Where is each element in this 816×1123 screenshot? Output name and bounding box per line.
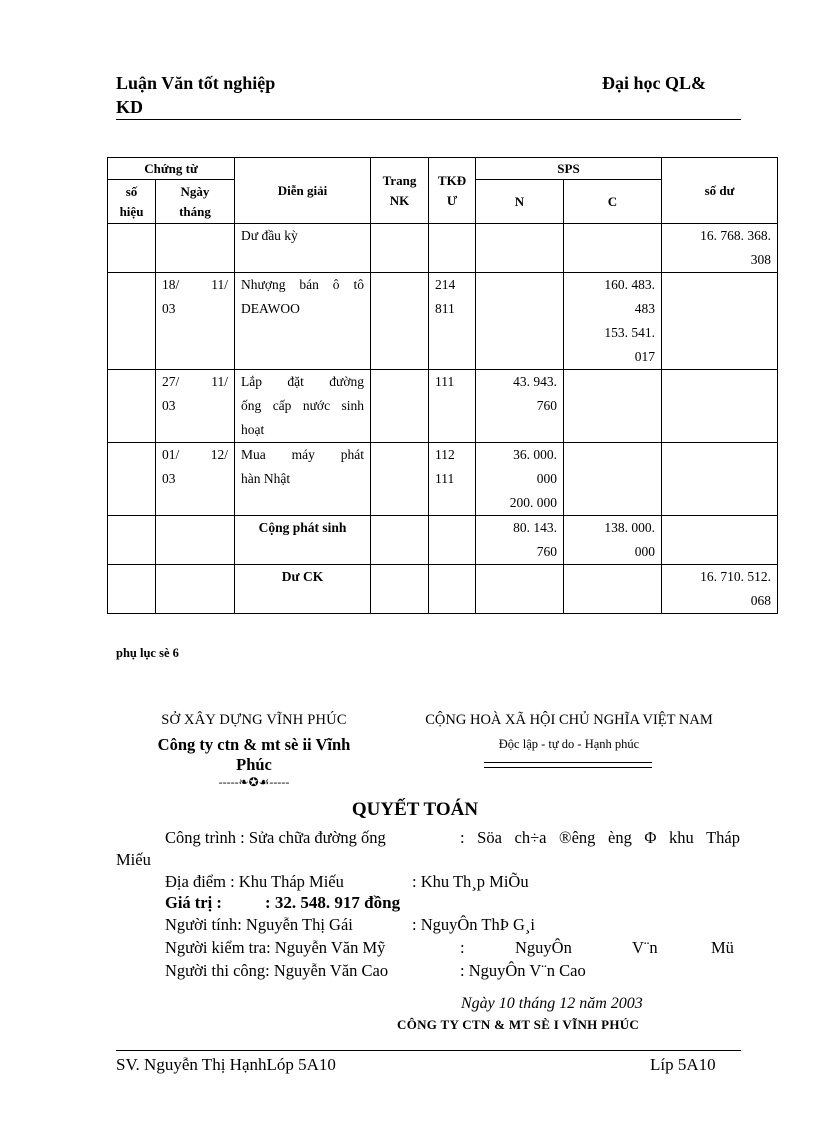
- cell-so-hieu: [108, 516, 156, 565]
- cell-sps-n: [476, 224, 564, 273]
- footer-right: Líp 5A10: [650, 1055, 716, 1074]
- cell-dien-giai: Mua máy phát hàn Nhật: [235, 443, 371, 516]
- cell-tkdu: [429, 224, 476, 273]
- header-title-right: Đại học QL&: [602, 73, 707, 93]
- cell-trang-nk: [371, 443, 429, 516]
- project-label: Công trình : Sửa chữa đường ống: [165, 828, 386, 847]
- settlement-date: Ngày 10 tháng 12 năm 2003: [461, 995, 643, 1012]
- cell-trang-nk: [371, 516, 429, 565]
- inspector-value-3: Mü: [711, 938, 734, 957]
- cell-dien-giai: Cộng phát sinh: [235, 516, 371, 565]
- cell-sps-c: 138. 000. 000: [564, 516, 662, 565]
- header-title-left: Luận Văn tốt nghiệp: [116, 73, 276, 93]
- table-header-row: [108, 158, 778, 180]
- header-tkdu: TKĐ Ư: [429, 158, 476, 224]
- cell-trang-nk: [371, 370, 429, 443]
- cell-so-du: [662, 443, 778, 516]
- location-label: Địa điểm : Khu Tháp Miếu: [165, 872, 344, 891]
- header-n: N: [476, 180, 564, 224]
- cell-sps-c: 160. 483. 483 153. 541. 017: [564, 273, 662, 370]
- cell-so-hieu: [108, 370, 156, 443]
- inspector-label: Người kiểm tra: Nguyễn Văn Mỹ: [165, 938, 386, 957]
- table-row: [108, 443, 778, 516]
- signer-company: CÔNG TY CTN & MT SÈ I VĨNH PHÚC: [397, 1017, 640, 1032]
- cell-so-du: [662, 273, 778, 370]
- cell-dien-giai: Dư CK: [235, 565, 371, 614]
- cell-sps-n: 43. 943. 760: [476, 370, 564, 443]
- header-c: C: [564, 180, 662, 224]
- cell-dien-giai: Nhượng bán ô tô DEAWOO: [235, 273, 371, 370]
- cell-sps-c: [564, 443, 662, 516]
- cell-tkdu: 111: [429, 370, 476, 443]
- project-value-cont: Miếu: [116, 850, 151, 869]
- settlement-title: QUYẾT TOÁN: [351, 799, 479, 820]
- cell-ngay-thang: 27/ 11/ 03: [156, 370, 235, 443]
- inspector-colon: :: [460, 938, 465, 957]
- table-row: [108, 516, 778, 565]
- header-so-du: số dư: [662, 158, 778, 224]
- cell-so-hieu: [108, 443, 156, 516]
- header-ngay-thang: Ngày tháng: [156, 180, 235, 224]
- footer-left: SV. Nguyễn Thị HạnhLóp 5A10: [116, 1055, 336, 1074]
- cell-ngay-thang: [156, 516, 235, 565]
- nation-name: CỘNG HOÀ XÃ HỘI CHỦ NGHĨA VIỆT NAM: [425, 712, 713, 728]
- cell-sps-c: [564, 224, 662, 273]
- inspector-value-1: NguyÔn: [515, 938, 572, 957]
- motto: Độc lập - tự do - Hạnh phúc: [498, 737, 640, 751]
- cell-sps-c: [564, 370, 662, 443]
- cell-sps-n: [476, 565, 564, 614]
- ledger-table: [107, 157, 778, 614]
- cell-tkdu: 112 111: [429, 443, 476, 516]
- cell-sps-n: 80. 143. 760: [476, 516, 564, 565]
- cell-dien-giai: Lắp đặt đường ống cấp nước sinh hoạt: [235, 370, 371, 443]
- cell-so-du: 16. 768. 368. 308: [662, 224, 778, 273]
- cell-sps-c: [564, 565, 662, 614]
- cell-trang-nk: [371, 224, 429, 273]
- cell-trang-nk: [371, 273, 429, 370]
- project-value: : Söa ch÷a ®êng èng Φ khu Tháp: [460, 828, 740, 847]
- cell-tkdu: [429, 516, 476, 565]
- calculator-value: : NguyÔn ThÞ G¸i: [412, 915, 535, 934]
- cell-tkdu: [429, 565, 476, 614]
- company-name-cont: Phúc: [236, 755, 272, 774]
- cell-so-du: [662, 516, 778, 565]
- calculator-label: Người tính: Nguyễn Thị Gái: [165, 915, 353, 934]
- cell-tkdu: 214 811: [429, 273, 476, 370]
- cell-dien-giai: Dư đầu kỳ: [235, 224, 371, 273]
- cell-ngay-thang: 01/ 12/ 03: [156, 443, 235, 516]
- cell-ngay-thang: [156, 224, 235, 273]
- cell-so-du: [662, 370, 778, 443]
- appendix-label: phụ lục sè 6: [116, 646, 179, 660]
- table-row: [108, 370, 778, 443]
- motto-underline: [484, 762, 652, 768]
- inspector-value-2: V¨n: [632, 938, 658, 957]
- footer-rule: [116, 1050, 741, 1051]
- cell-so-hieu: [108, 224, 156, 273]
- cell-sps-n: 36. 000. 000 200. 000: [476, 443, 564, 516]
- cell-sps-n: [476, 273, 564, 370]
- table-row: [108, 565, 778, 614]
- header-title-left-cont: KD: [116, 97, 143, 117]
- dept-name: SỞ XÂY DỰNG VĨNH PHÚC: [161, 712, 347, 728]
- cell-ngay-thang: [156, 565, 235, 614]
- table-row: [108, 273, 778, 370]
- cell-so-hieu: [108, 565, 156, 614]
- header-trang-nk: Trang NK: [371, 158, 429, 224]
- location-value: : Khu Th¸p MiÕu: [412, 872, 529, 891]
- company-name: Công ty ctn & mt sè ii Vĩnh: [157, 735, 351, 754]
- builder-label: Người thi công: Nguyễn Văn Cao: [165, 961, 389, 980]
- header-dien-giai: Diễn giải: [235, 158, 371, 224]
- value-amount: : 32. 548. 917 đồng: [265, 893, 401, 912]
- header-rule: [116, 119, 741, 120]
- cell-so-hieu: [108, 273, 156, 370]
- cell-so-du: 16. 710. 512. 068: [662, 565, 778, 614]
- value-label: Giá trị :: [165, 893, 222, 912]
- cell-trang-nk: [371, 565, 429, 614]
- cell-ngay-thang: 18/ 11/ 03: [156, 273, 235, 370]
- builder-value: : NguyÔn V¨n Cao: [460, 961, 586, 980]
- table-row: [108, 224, 778, 273]
- header-so-hieu: số hiệu: [108, 180, 156, 224]
- ornament: -----❧✪☙-----: [218, 775, 290, 789]
- header-chung-tu: Chứng từ: [108, 158, 235, 180]
- header-sps: SPS: [476, 158, 662, 180]
